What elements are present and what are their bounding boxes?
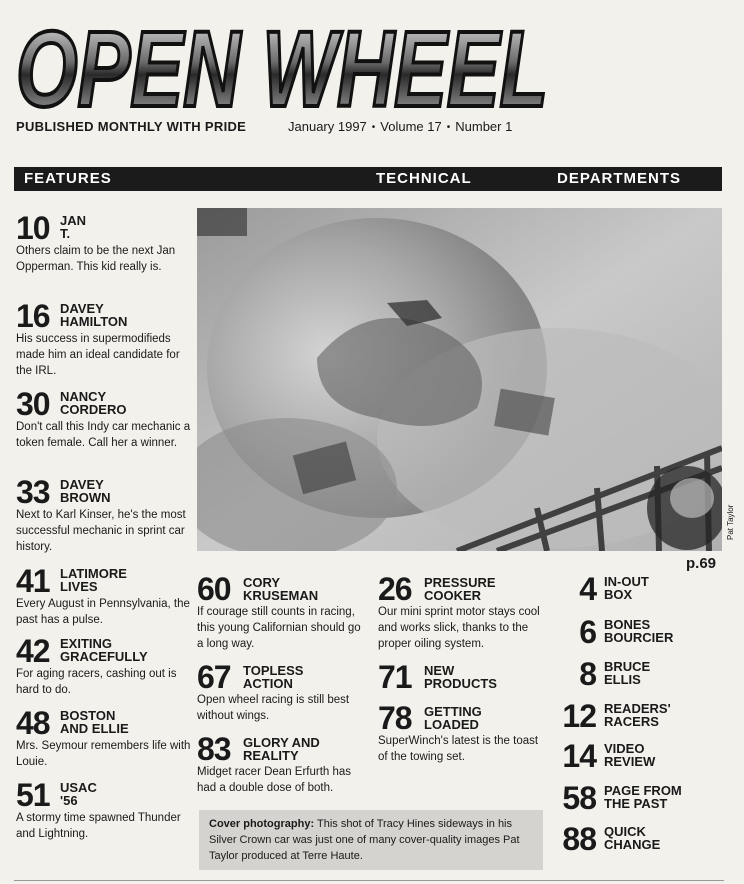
article-title: NEW PRODUCTS bbox=[424, 663, 497, 691]
page-number: 30 bbox=[16, 386, 50, 422]
article-title: DAVEY HAMILTON bbox=[60, 301, 128, 329]
bottom-rule bbox=[14, 880, 724, 881]
article-description: Next to Karl Kinser, he's the most successful mechanic in sprint car history. bbox=[16, 509, 186, 553]
article-description: For aging racers, cashing out is hard to do. bbox=[16, 668, 177, 696]
page-number: 83 bbox=[197, 731, 231, 767]
article-title: JAN T. bbox=[60, 213, 87, 241]
issue-volume: Volume 17 bbox=[380, 119, 442, 134]
department-item[interactable] bbox=[558, 780, 708, 819]
page-number: 41 bbox=[16, 563, 50, 599]
section-departments: DEPARTMENTS bbox=[557, 170, 682, 187]
feature-item[interactable] bbox=[16, 298, 196, 381]
page-number: 8 bbox=[579, 656, 596, 692]
page-number: 42 bbox=[16, 633, 50, 669]
page-number: 26 bbox=[378, 571, 412, 607]
page-number: 4 bbox=[579, 571, 596, 607]
issue-month: January 1997 bbox=[288, 119, 367, 134]
issue-separator: • bbox=[446, 122, 451, 133]
article-description: Others claim to be the next Jan Opperman. This kid really is. bbox=[16, 245, 176, 273]
article-title: BOSTON AND ELLIE bbox=[60, 708, 129, 736]
feature-item[interactable] bbox=[16, 210, 196, 293]
department-item[interactable] bbox=[558, 571, 708, 610]
section-technical: TECHNICAL bbox=[376, 170, 472, 187]
masthead-logo bbox=[14, 14, 554, 114]
feature-item[interactable] bbox=[16, 777, 196, 860]
page-number: 6 bbox=[579, 614, 596, 650]
department-item[interactable] bbox=[558, 698, 708, 737]
article-description: Open wheel racing is still best without wings. bbox=[197, 694, 350, 722]
issue-number: Number 1 bbox=[455, 119, 513, 134]
article-description: His success in supermodifieds made him an ideal candidate for the IRL. bbox=[16, 333, 180, 377]
article-description: Our mini sprint motor stays cool and works slick, thanks to the proper oiling system. bbox=[378, 606, 540, 650]
cover-caption-text: This shot of Tracy Hines sideways in his Silver Crown car was just one of many cover-quality images Pat Taylor produced at Terre Haute. bbox=[209, 818, 520, 862]
tagline: PUBLISHED MONTHLY WITH PRIDE bbox=[16, 119, 247, 134]
page-number: 33 bbox=[16, 474, 50, 510]
page-number: 12 bbox=[562, 698, 596, 734]
article-title: PRESSURE COOKER bbox=[424, 575, 496, 603]
photo-credit: Pat Taylor bbox=[726, 504, 735, 540]
department-item[interactable] bbox=[558, 656, 708, 695]
article-title: BRUCE ELLIS bbox=[604, 659, 651, 687]
cover-caption bbox=[199, 810, 543, 870]
feature-item[interactable] bbox=[16, 386, 196, 469]
page-number: 14 bbox=[562, 738, 596, 774]
article-description: Midget racer Dean Erfurth has had a double dose of both. bbox=[197, 766, 352, 794]
department-item[interactable] bbox=[558, 614, 708, 653]
page-number: 67 bbox=[197, 659, 231, 695]
article-description: Don't call this Indy car mechanic a token female. Call her a winner. bbox=[16, 421, 191, 449]
article-title: QUICK CHANGE bbox=[604, 824, 661, 852]
page-number: 16 bbox=[16, 298, 50, 334]
cover-photo bbox=[197, 208, 722, 551]
page-number: 88 bbox=[562, 821, 596, 857]
article-description: A stormy time spawned Thunder and Lightning. bbox=[16, 812, 181, 840]
article-title: CORY KRUSEMAN bbox=[243, 575, 319, 603]
article-title: NANCY CORDERO bbox=[60, 389, 127, 417]
technical-item[interactable] bbox=[378, 571, 548, 650]
technical-item[interactable] bbox=[378, 700, 548, 773]
article-description: If courage still counts in racing, this young Californian should go a long way. bbox=[197, 606, 361, 650]
article-description: Mrs. Seymour remembers life with Louie. bbox=[16, 740, 191, 768]
section-bar bbox=[14, 167, 722, 191]
cover-caption-label: Cover photography: bbox=[209, 818, 315, 830]
article-title: EXITING GRACEFULLY bbox=[60, 636, 148, 664]
department-item[interactable] bbox=[558, 821, 708, 860]
article-title: PAGE FROM THE PAST bbox=[604, 783, 682, 811]
article-title: GETTING LOADED bbox=[424, 704, 482, 732]
page-number: 51 bbox=[16, 777, 50, 813]
article-title: BONES BOURCIER bbox=[604, 617, 674, 645]
section-features: FEATURES bbox=[24, 170, 112, 187]
article-title: LATIMORE LIVES bbox=[60, 566, 127, 594]
page-number: 60 bbox=[197, 571, 231, 607]
feature-item[interactable] bbox=[16, 474, 196, 557]
article-title: READERS' RACERS bbox=[604, 701, 671, 729]
page-number: 10 bbox=[16, 210, 50, 246]
issue-line bbox=[288, 119, 512, 134]
masthead-title: OPEN WHEEL bbox=[16, 14, 548, 114]
page-number: 58 bbox=[562, 780, 596, 816]
article-title: GLORY AND REALITY bbox=[243, 735, 320, 763]
article-title: IN-OUT BOX bbox=[604, 574, 649, 602]
feature-item[interactable] bbox=[197, 731, 367, 804]
issue-separator: • bbox=[371, 122, 376, 133]
page-number: 71 bbox=[378, 659, 412, 695]
photo-page-ref: p.69 bbox=[686, 555, 717, 572]
feature-item[interactable] bbox=[197, 659, 367, 732]
page-number: 48 bbox=[16, 705, 50, 741]
department-item[interactable] bbox=[558, 738, 708, 777]
article-description: Every August in Pennsylvania, the past has a pulse. bbox=[16, 598, 190, 626]
feature-item[interactable] bbox=[16, 633, 196, 716]
article-title: USAC '56 bbox=[60, 780, 97, 808]
article-title: TOPLESS ACTION bbox=[243, 663, 304, 691]
article-title: VIDEO REVIEW bbox=[604, 741, 656, 769]
article-description: SuperWinch's latest is the toast of the towing set. bbox=[378, 735, 539, 763]
article-title: DAVEY BROWN bbox=[60, 477, 111, 505]
feature-item[interactable] bbox=[16, 705, 196, 788]
page-number: 78 bbox=[378, 700, 412, 736]
feature-item[interactable] bbox=[197, 571, 367, 650]
